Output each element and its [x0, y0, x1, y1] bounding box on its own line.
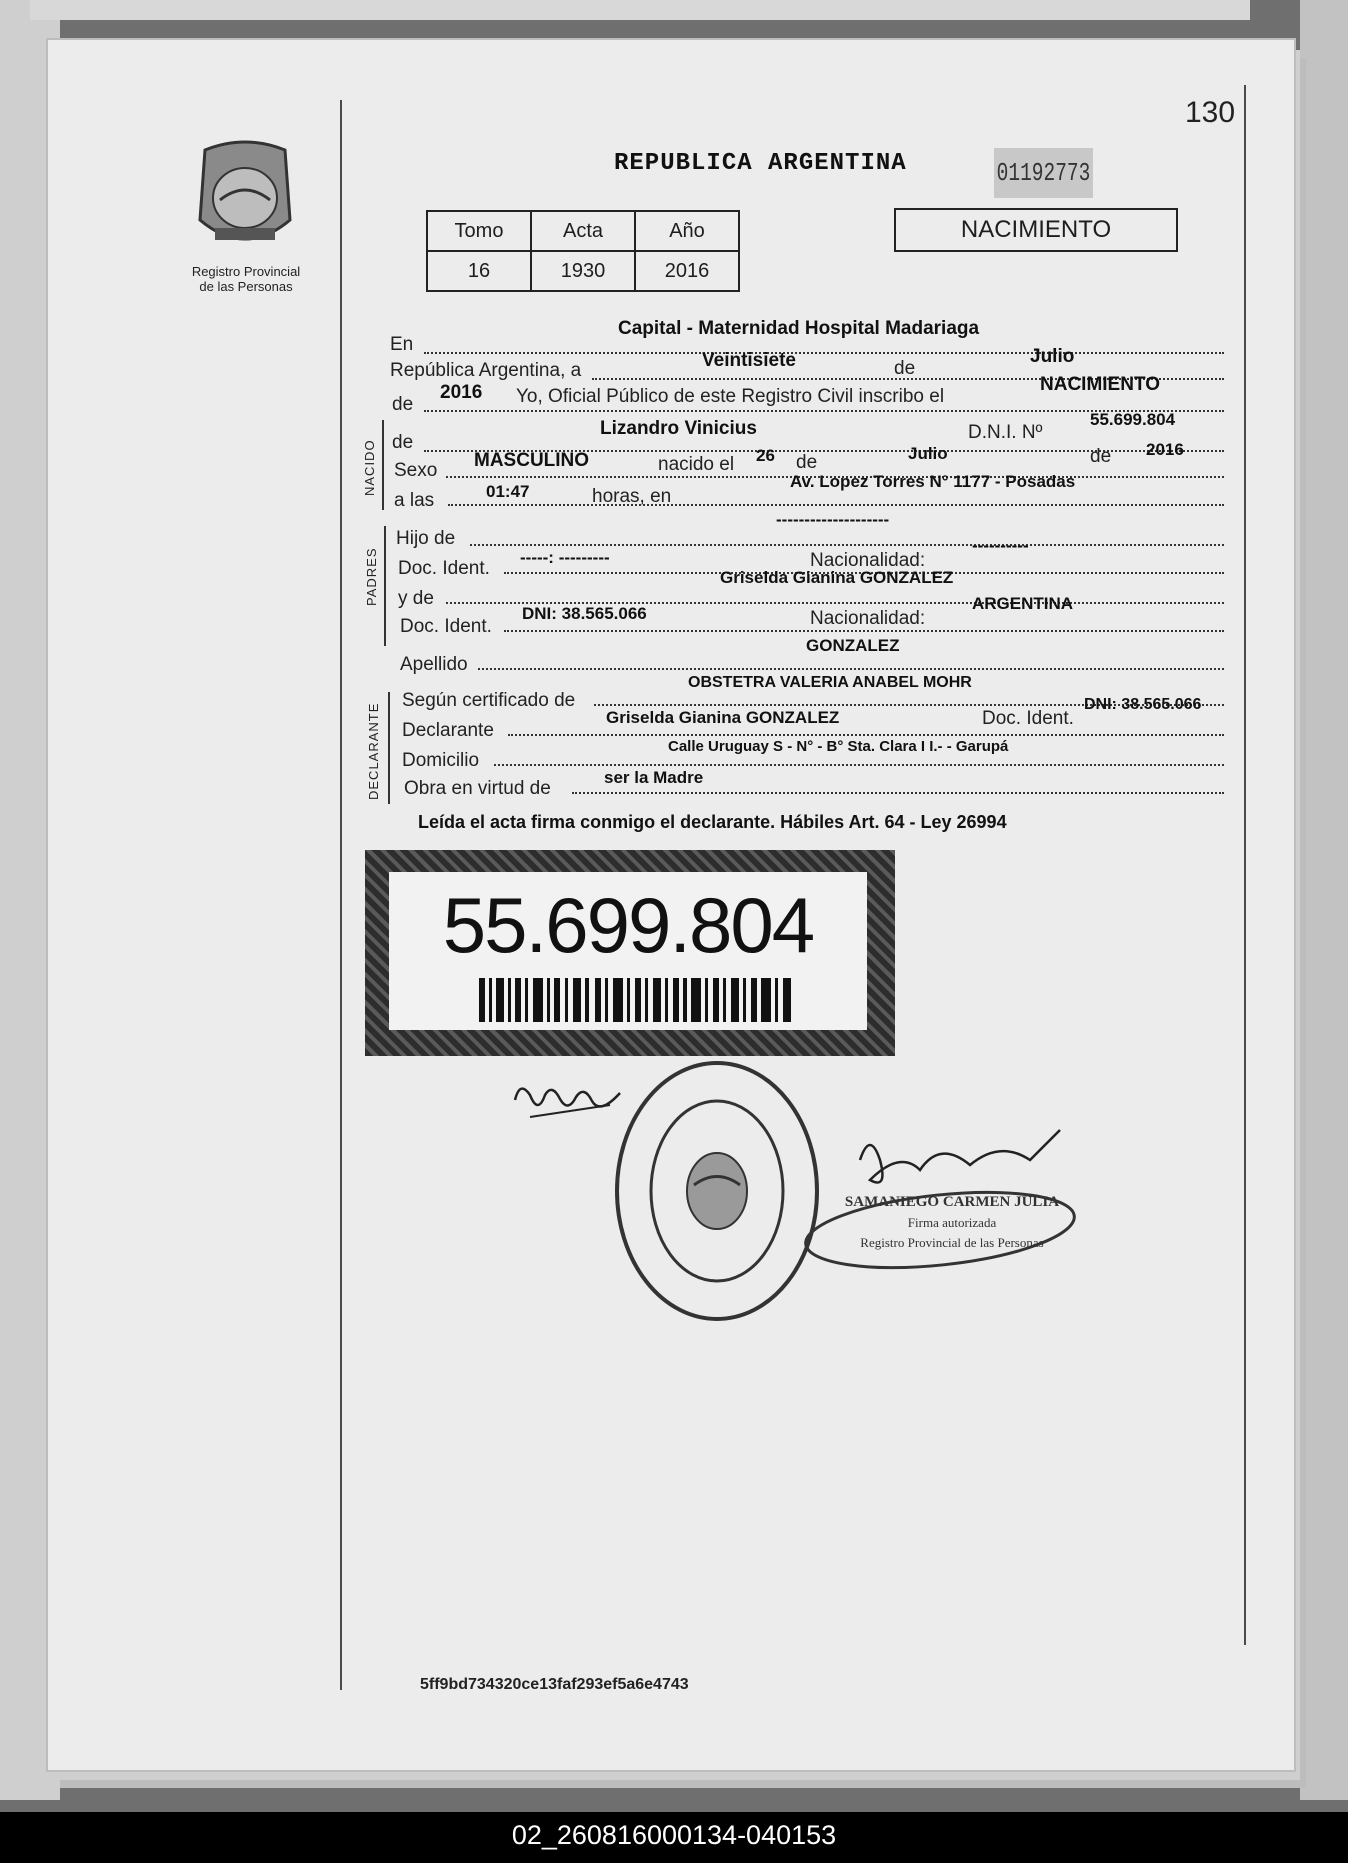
document-hash: 5ff9bd734320ce13faf293ef5a6e4743: [420, 1676, 689, 1693]
dotted-line: [478, 668, 1224, 670]
value-padre-doc: -----: ---------: [520, 548, 610, 567]
signer-office: Registro Provincial de las Personas: [860, 1235, 1044, 1250]
label-dni: D.N.I. Nº: [968, 422, 1043, 443]
ministry-seal-icon: [614, 1060, 820, 1322]
side-label-nacido: NACIDO: [362, 439, 377, 496]
label-nacionalidad: Nacionalidad:: [810, 550, 926, 571]
page-number: 130: [1185, 96, 1236, 129]
label-doc-ident2: Doc. Ident.: [400, 616, 492, 637]
label-de2: de: [392, 394, 414, 415]
label-republica: República Argentina, a: [390, 360, 582, 381]
value-declarante: Griselda Gianina GONZALEZ: [606, 708, 840, 727]
serial-number: 01192773: [994, 148, 1093, 198]
value-padre-nac: ----------: [972, 536, 1029, 555]
label-sexo: Sexo: [394, 460, 438, 481]
image-caption: 02_260816000134-040153: [511, 1820, 837, 1850]
label-en: En: [390, 334, 414, 355]
label-hijo-de: Hijo de: [396, 528, 456, 549]
section-brace-nacido: [382, 420, 384, 510]
signature-block: [832, 1194, 1072, 1251]
dotted-line: [508, 734, 1224, 736]
value-dni: 55.699.804: [1090, 410, 1176, 429]
label-de-mes: de: [796, 452, 818, 473]
value-madre: Griselda Gianina GONZALEZ: [720, 568, 954, 587]
section-brace-declarante: [388, 692, 390, 804]
section-brace-padres: [384, 526, 386, 646]
label-de: de: [894, 358, 916, 379]
margin-line-right: [1244, 85, 1246, 1645]
act-type-box: NACIMIENTO: [894, 208, 1178, 252]
label-segun-cert: Según certificado de: [402, 690, 576, 711]
label-de-nombre: de: [392, 432, 414, 453]
sticker-number: 55.699.804: [442, 881, 814, 969]
value-dia-nac: 26: [756, 446, 775, 465]
side-label-padres: PADRES: [364, 547, 379, 606]
official-signature-icon: [510, 1075, 630, 1125]
document-title: REPUBLICA ARGENTINA: [614, 150, 907, 177]
value-domicilio: Calle Uruguay S - N° - B° Sta. Clara I I.- - Garupá: [668, 738, 1009, 755]
label-doc-ident: Doc. Ident.: [398, 558, 490, 579]
dotted-line: [470, 544, 1224, 546]
closing-statement: Leída el acta firma conmigo el declarante. Hábiles Art. 64 - Ley 26994: [418, 812, 1007, 832]
value-virtud: ser la Madre: [604, 768, 704, 787]
background-paper-top: [30, 0, 1250, 20]
dotted-line: [504, 630, 1224, 632]
value-sexo: MASCULINO: [474, 450, 590, 471]
tomo-header: Tomo: [427, 211, 531, 251]
label-nacido-el: nacido el: [658, 454, 735, 475]
side-label-declarante: DECLARANTE: [366, 702, 381, 800]
value-domicilio-nac: Av. Lopez Torres N° 1177 - Posadas: [790, 472, 1076, 491]
sticker-label: [389, 872, 867, 1030]
label-nacionalidad2: Nacionalidad:: [810, 608, 926, 629]
background-paper-right: [1300, 0, 1348, 1800]
label-a-las: a las: [394, 490, 435, 511]
label-y-de: y de: [398, 588, 434, 609]
signer-role: Firma autorizada: [907, 1215, 997, 1230]
value-mes-nac: Julio: [908, 444, 948, 463]
label-obra: Obra en virtud de: [404, 778, 551, 799]
label-declarante: Declarante: [402, 720, 494, 741]
label-horas-en: horas, en: [592, 486, 672, 507]
tomo-acta-table: [426, 210, 740, 292]
value-lugar: Capital - Maternidad Hospital Madariaga: [618, 318, 980, 339]
anio-header: Año: [635, 211, 739, 251]
registry-name-line1: Registro Provincial: [191, 264, 301, 279]
value-tipo: NACIMIENTO: [1040, 374, 1160, 395]
margin-line-left: [340, 100, 342, 1690]
label-apellido: Apellido: [400, 654, 468, 675]
label-doc-ident3: Doc. Ident.: [982, 708, 1074, 729]
value-declarante-doc: DNI: 38.565.066: [1084, 696, 1202, 713]
value-mes: Julio: [1030, 346, 1075, 367]
value-certificado: OBSTETRA VALERIA ANABEL MOHR: [688, 674, 972, 691]
value-madre-nac: ARGENTINA: [972, 594, 1074, 613]
anio-value: 2016: [635, 251, 739, 291]
dotted-line: [494, 764, 1224, 766]
value-nombre: Lizandro Vinicius: [600, 418, 757, 439]
label-yo-oficial: Yo, Oficial Público de este Registro Civil inscribo el: [516, 386, 945, 407]
label-de-anio: de: [1090, 446, 1112, 467]
barcode-icon: [479, 978, 795, 1022]
dotted-line: [424, 352, 1224, 354]
value-apellido: GONZALEZ: [806, 636, 900, 655]
tomo-value: 16: [427, 251, 531, 291]
value-madre-doc: DNI: 38.565.066: [522, 604, 647, 623]
registry-name: [176, 264, 316, 294]
dni-sticker: [365, 850, 895, 1056]
acta-value: 1930: [531, 251, 635, 291]
acta-header: Acta: [531, 211, 635, 251]
value-anio-nac: 2016: [1146, 440, 1184, 459]
label-domicilio: Domicilio: [402, 750, 480, 771]
registry-name-line2: de las Personas: [199, 279, 293, 294]
value-dia-letras: Veintisiete: [702, 350, 796, 371]
provincia-de-misiones-emblem-icon: [190, 140, 300, 260]
value-anio: 2016: [440, 382, 483, 403]
value-hora: 01:47: [486, 482, 530, 501]
signer-name: SAMANIEGO CARMEN JULIA: [844, 1194, 1060, 1210]
dotted-line: [448, 504, 1224, 506]
value-padre: --------------------: [776, 510, 890, 529]
dotted-line: [572, 792, 1224, 794]
